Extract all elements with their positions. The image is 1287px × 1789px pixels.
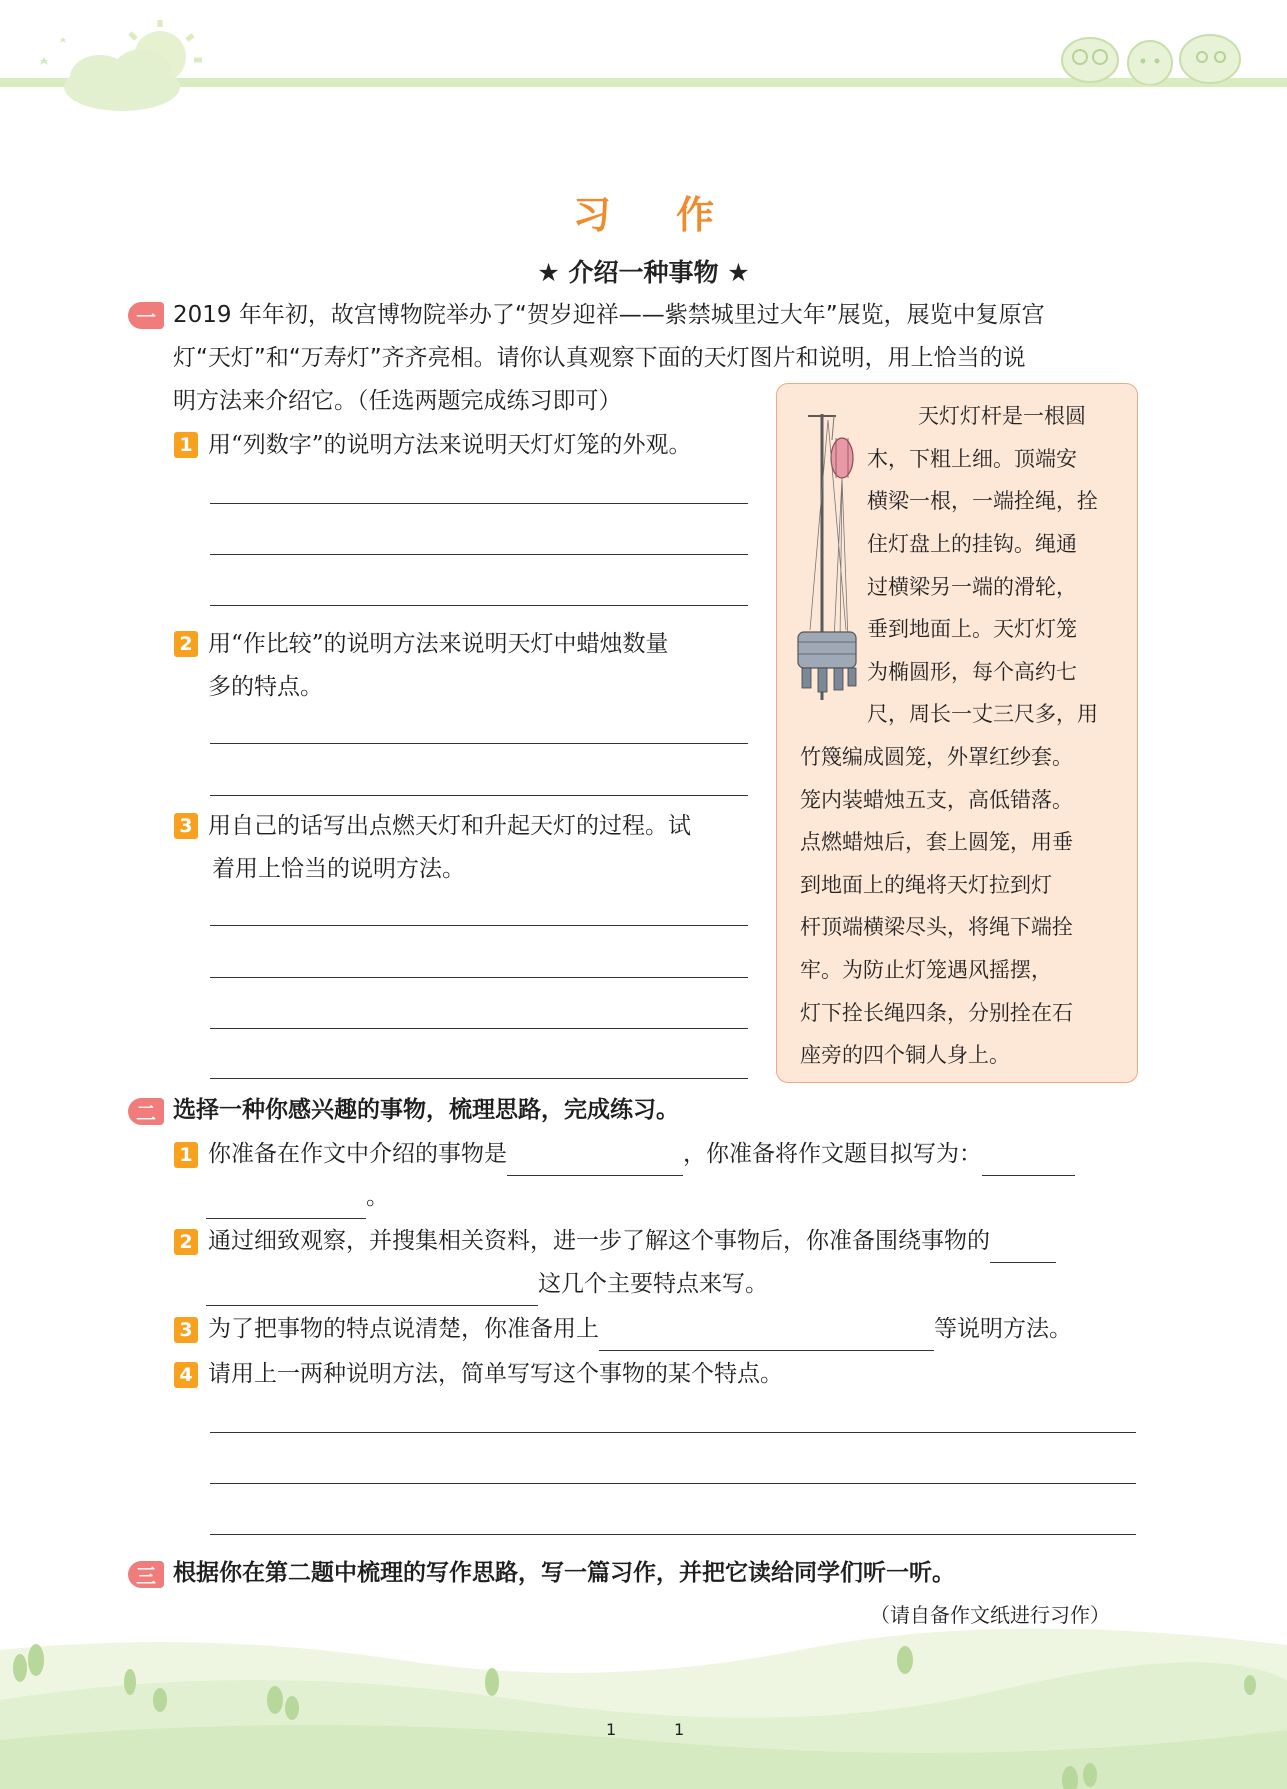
question-3-text-line-2: 着用上恰当的说明方法。	[212, 856, 465, 882]
s2-q3-text-2: 等说明方法。	[934, 1316, 1072, 1342]
page-title: 习 作	[572, 193, 741, 237]
title-blank-cont[interactable]	[206, 1188, 366, 1219]
s2-q1-end: 。	[366, 1184, 389, 1210]
s2-question-1-cont	[206, 1176, 389, 1219]
s2-q2-text-2: 这几个主要特点来写。	[538, 1271, 768, 1297]
s2-question-3-number: 3	[174, 1317, 198, 1343]
info-text-line: 为椭圆形，每个高约七	[867, 660, 1077, 684]
question-2-text-line-1: 用“作比较”的说明方法来说明天灯中蜡烛数量	[208, 631, 669, 657]
answer-line[interactable]	[210, 977, 748, 978]
methods-blank[interactable]	[599, 1320, 934, 1351]
sun-cloud-decoration	[30, 15, 220, 115]
answer-line[interactable]	[210, 1078, 748, 1079]
answer-line[interactable]	[210, 605, 748, 606]
info-text-line: 住灯盘上的挂钩。绳通	[867, 532, 1077, 556]
info-text-line: 木，下粗上细。顶端安	[867, 447, 1077, 471]
answer-line[interactable]	[210, 554, 748, 555]
sky-lantern-illustration	[788, 410, 868, 710]
answer-line[interactable]	[210, 743, 748, 744]
s2-q1-text-2: ，你准备将作文题目拟写为：	[683, 1141, 982, 1167]
section-1-badge: 一	[128, 302, 164, 329]
info-text-line: 尺，周长一丈三尺多，用	[867, 702, 1098, 726]
page-number-right: 1	[674, 1720, 685, 1739]
answer-line[interactable]	[210, 1028, 748, 1029]
section-3-note: （请自备作文纸进行习作）	[870, 1603, 1110, 1627]
animal-faces-decoration	[1055, 15, 1255, 85]
question-1-text: 用“列数字”的说明方法来说明天灯灯笼的外观。	[208, 432, 692, 458]
section-1-line-3: 明方法来介绍它。（任选两题完成练习即可）	[173, 388, 622, 414]
section-2-badge: 二	[128, 1098, 164, 1125]
info-text-line: 笼内装蜡烛五支，高低错落。	[800, 788, 1073, 812]
info-text-line: 牢。为防止灯笼遇风摇摆，	[800, 958, 1052, 982]
features-blank[interactable]	[990, 1232, 1056, 1263]
info-text-line: 点燃蜡烛后，套上圆笼，用垂	[800, 830, 1073, 854]
s2-question-1-number: 1	[174, 1142, 198, 1168]
question-2-number: 2	[174, 631, 198, 657]
section-3-instruction: 根据你在第二题中梳理的写作思路，写一篇习作，并把它读给同学们听一听。	[173, 1560, 955, 1586]
question-2-text-line-2: 多的特点。	[208, 674, 323, 700]
question-3-text-line-1: 用自己的话写出点燃天灯和升起天灯的过程。试	[208, 813, 691, 839]
answer-line[interactable]	[210, 1483, 1136, 1484]
question-1-number: 1	[174, 432, 198, 458]
answer-line[interactable]	[210, 1534, 1136, 1535]
s2-question-1	[208, 1133, 1075, 1176]
landscape-decoration	[0, 1590, 1287, 1789]
s2-q2-text-1: 通过细致观察，并搜集相关资料，进一步了解这个事物后，你准备围绕事物的	[208, 1228, 990, 1254]
info-text-line: 横梁一根，一端拴绳，拴	[867, 489, 1098, 513]
info-text-line: 杆顶端横梁尽头，将绳下端拴	[800, 915, 1073, 939]
s2-question-2	[208, 1220, 1056, 1263]
topic-blank[interactable]	[507, 1145, 683, 1176]
page-subtitle: ★ 介绍一种事物 ★	[537, 258, 750, 287]
section-2-instruction: 选择一种你感兴趣的事物，梳理思路，完成练习。	[173, 1097, 679, 1123]
info-text-line: 座旁的四个铜人身上。	[800, 1043, 1010, 1067]
s2-q1-text-1: 你准备在作文中介绍的事物是	[208, 1141, 507, 1167]
answer-line[interactable]	[210, 503, 748, 504]
answer-line[interactable]	[210, 925, 748, 926]
section-1-line-2: 灯“天灯”和“万寿灯”齐齐亮相。请你认真观察下面的天灯图片和说明，用上恰当的说	[173, 345, 1026, 371]
s2-question-4: 请用上一两种说明方法，简单写写这个事物的某个特点。	[208, 1361, 783, 1387]
answer-line[interactable]	[210, 1432, 1136, 1433]
info-text-line: 灯下拴长绳四条，分别拴在石	[800, 1001, 1073, 1025]
features-blank-cont[interactable]	[206, 1275, 538, 1306]
info-text-line: 天灯灯杆是一根圆	[918, 404, 1086, 428]
s2-q3-text-1: 为了把事物的特点说清楚，你准备用上	[208, 1316, 599, 1342]
title-blank[interactable]	[982, 1145, 1075, 1176]
answer-line[interactable]	[210, 795, 748, 796]
info-text-line: 竹篾编成圆笼，外罩红纱套。	[800, 745, 1073, 769]
s2-question-4-number: 4	[174, 1362, 198, 1388]
s2-question-2-number: 2	[174, 1229, 198, 1255]
s2-question-3	[208, 1308, 1072, 1351]
info-text-line: 过横梁另一端的滑轮，	[867, 575, 1077, 599]
info-text-line: 到地面上的绳将天灯拉到灯	[800, 873, 1052, 897]
s2-question-2-cont	[206, 1263, 768, 1306]
question-3-number: 3	[174, 813, 198, 839]
page-number-left: 1	[606, 1720, 617, 1739]
info-text-line: 垂到地面上。天灯灯笼	[867, 617, 1077, 641]
section-3-badge: 三	[128, 1561, 164, 1588]
section-1-line-1: 2019 年年初，故宫博物院举办了“贺岁迎祥——紫禁城里过大年”展览，展览中复原宫	[173, 302, 1045, 328]
